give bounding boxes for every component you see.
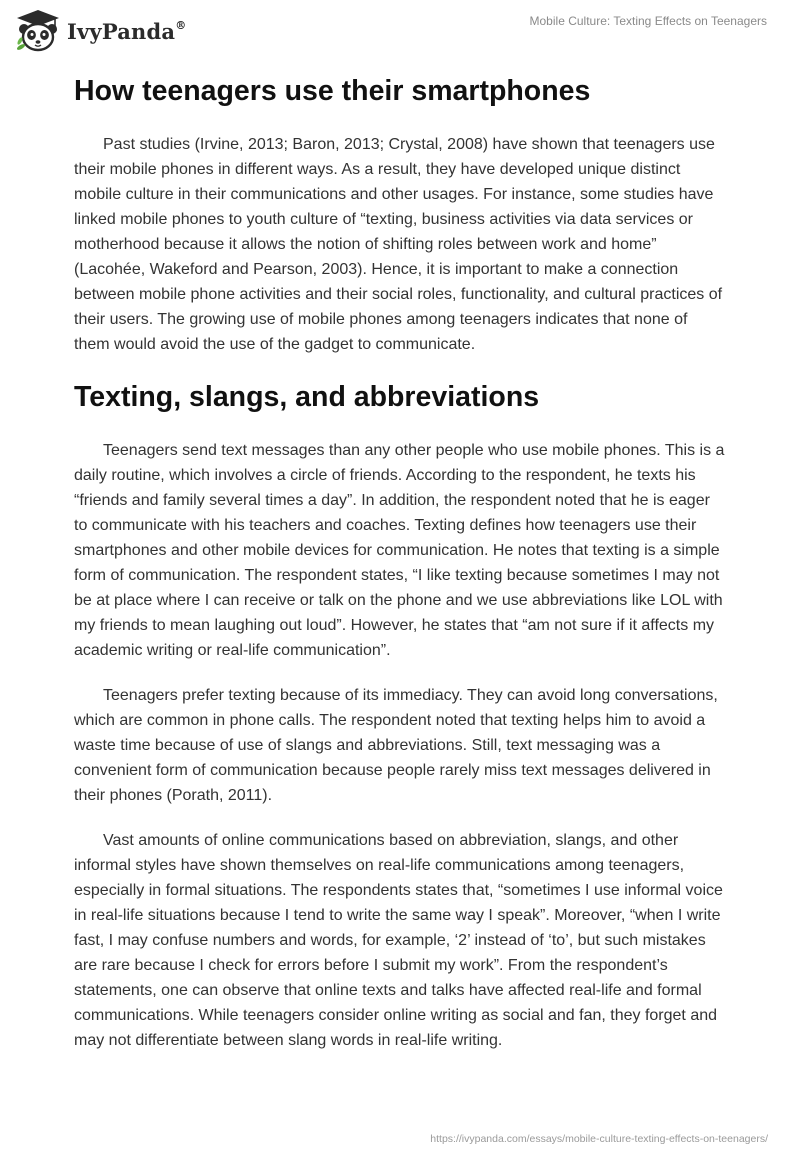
paragraph: Teenagers send text messages than any other people who use mobile phones. This is a daily routine, which involves a circle of friends. According to the respondent, he texts his “friends and family several times a day”. In addition, the respondent noted that he is eager to communicate with his teachers and coaches. Texting defines how teenagers use their smartphones and other mobile devices for communication. He notes that texting is a simple form of communication. The respondent states, “I like texting because sometimes I may not be at place where I can receive or talk on the phone and we use abbreviations like LOL with my friends to mean laughing out loud”. However, he states that “am not sure if it affects my academic writing or real-life communication”. <box>74 442 725 659</box>
running-title: Mobile Culture: Texting Effects on Teenagers <box>529 14 767 28</box>
source-url-link[interactable]: https://ivypanda.com/essays/mobile-culture-texting-effects-on-teenagers/ <box>430 1133 768 1145</box>
paragraph: Past studies (Irvine, 2013; Baron, 2013; Crystal, 2008) have shown that teenagers use their mobile phones in different ways. As a result, they have developed unique distinct mobile culture in their communications and other usages. For instance, some studies have linked mobile phones to youth culture of “texting, business activities via data services or motherhood because it allows the notion of shifting roles between work and home” (Lacohée, Wakeford and Pearson, 2003). Hence, it is important to make a connection between mobile phone activities and their social roles, functionality, and cultural practices of their users. The growing use of mobile phones among teenagers indicates that none of them would avoid the use of the gadget to communicate. <box>74 136 723 353</box>
paragraph: Teenagers prefer texting because of its immediacy. They can avoid long conversations, which are common in phone calls. The respondent noted that texting helps him to avoid a waste time because of use of slangs and abbreviations. Still, text messaging was a convenient form of communication because people rarely miss text messages delivered in their phones (Porath, 2011). <box>74 687 718 804</box>
logo-wordmark <box>67 19 186 44</box>
essay-content <box>74 70 726 1073</box>
ivypanda-logo[interactable] <box>15 9 186 53</box>
section-heading: How teenagers use their smartphones <box>74 75 591 107</box>
logo-text: IvyPanda <box>67 18 176 44</box>
section-heading: Texting, slangs, and abbreviations <box>74 381 540 413</box>
panda-graduate-icon <box>15 9 61 53</box>
paragraph: Vast amounts of online communications based on abbreviation, slangs, and other informal styles have shown themselves on real-life communications among teenagers, especially in formal situations. The respondents states that, “sometimes I use informal voice in real-life situations because I tend to write the same way I speak”. Moreover, “when I write fast, I may confuse numbers and words, for example, ‘2’ instead of ‘to’, but such mistakes are rare because I check for errors before I submit my work”. From the respondent’s statements, one can observe that online texts and talks have affected real-life and formal communications. While teenagers consider online writing as social and fan, they forget and may not differentiate between slang words in real-life writing. <box>74 832 723 1049</box>
registered-mark: ® <box>175 18 187 32</box>
page-header <box>0 0 800 70</box>
